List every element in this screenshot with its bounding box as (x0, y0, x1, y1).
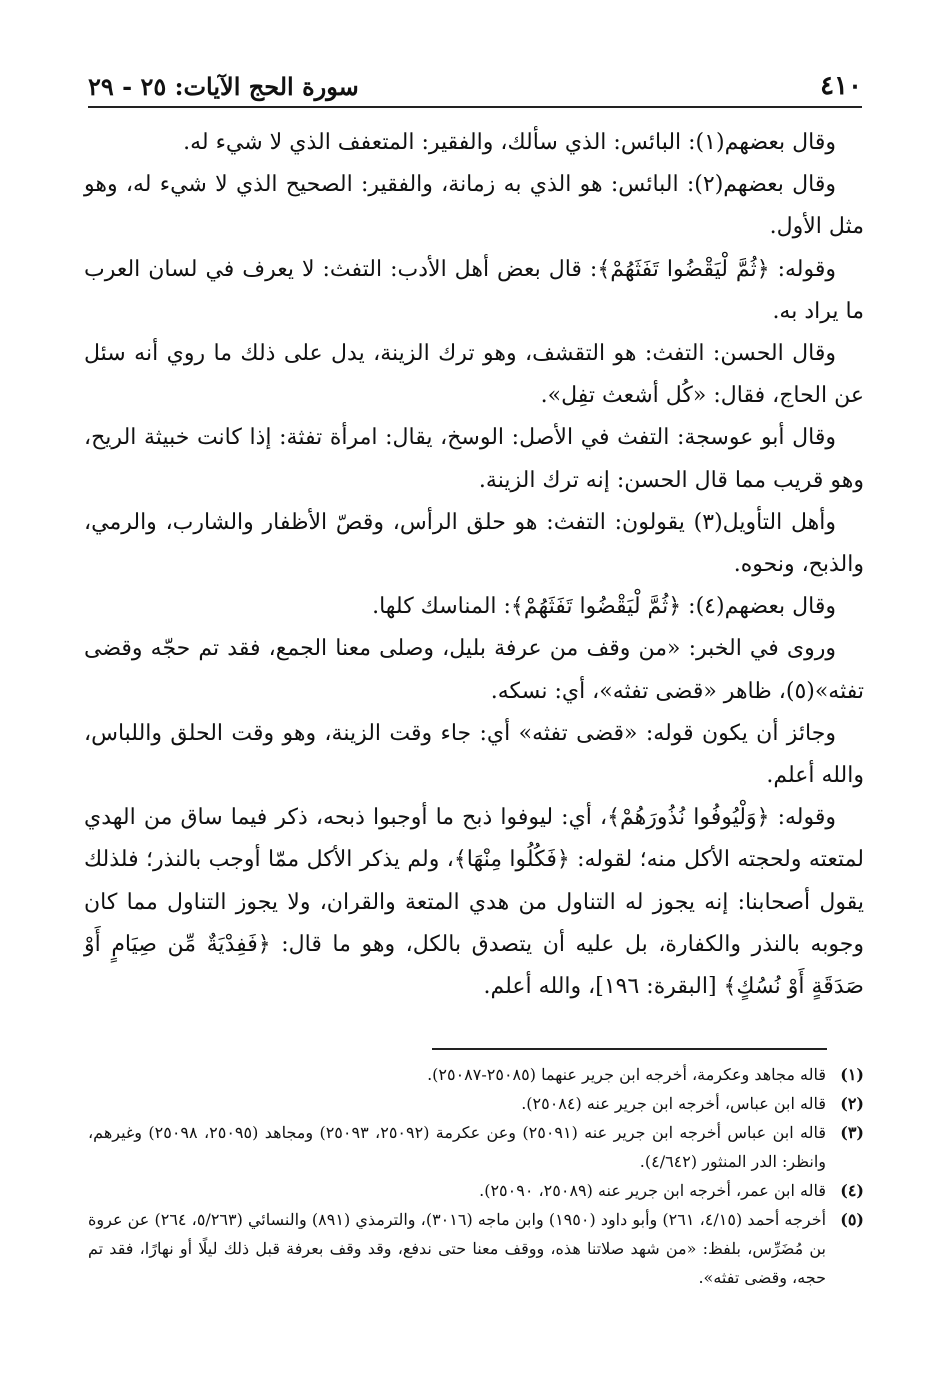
paragraph: وقال بعضهم(٤): ﴿ثُمَّ لْيَقْضُوا تَفَثَهُمْ﴾: المناسك كلها. (372, 594, 836, 620)
footnote-number: (٥) (840, 1210, 864, 1229)
paragraph: وجائز أن يكون قوله: «قضى تفثه» أي: جاء وقت الزينة، وهو وقت الحلق واللباس، والله أعلم. (84, 720, 864, 789)
footnote-number: (١) (840, 1065, 864, 1084)
footnote-text: أخرجه أحمد (٤/١٥، ٢٦١) وأبو داود (١٩٥٠) وابن ماجه (٣٠١٦)، والترمذي (٨٩١) والنسائي (٥/٢٦٣، ٢٦٤) عن عروة بن مُضَرِّس، بلفظ: «من شهد صلاتنا هذه، ووقف معنا حتى ندفع، وقد وقف بعرفة قبل ذلك ليلًا أو نهارًا، فقد تم حجه، وقضى تفثه». (88, 1210, 827, 1287)
paragraph: وقوله: ﴿وَلْيُوفُوا نُذُورَهُمْ﴾، أي: ليوفوا ذبح ما أوجبوا ذبحه، ذكر فيما ساق من الهدي لمتعته ولحجته الأكل منه؛ لقوله: ﴿فَكُلُوا مِنْهَا﴾، ولم يذكر الأكل ممّا أوجب بالنذر؛ فلذلك يقول أصحابنا: إنه يجوز له التناول من هدي المتعة والقران، ولا يجوز التناول مما كان وجوبه بالنذر والكفارة، بل عليه أن يتصدق بالكل، وهو ما قال: ﴿فَفِدْيَةٌ مِّن صِيَامٍ أَوْ صَدَقَةٍ أَوْ نُسُكٍ﴾ [البقرة: ١٩٦]، والله أعلم. (84, 805, 864, 1000)
footnote-number: (٣) (840, 1123, 864, 1142)
paragraph: وقال الحسن: التفث: هو التقشف، وهو ترك الزينة، يدل على ذلك ما روي أنه سئل عن الحاج، فقال: «كُل أشعث تفِل». (84, 341, 864, 409)
main-text (84, 122, 864, 1008)
footnote-number: (٤) (840, 1181, 864, 1200)
footnote (88, 1118, 864, 1176)
footnote (88, 1060, 864, 1089)
footnote-text: قاله مجاهد وعكرمة، أخرجه ابن جرير عنهما (٢٥٠٨٥-٢٥٠٨٧). (427, 1065, 826, 1084)
footnote-number: (٢) (840, 1094, 864, 1113)
page-number: ٤١٠ (820, 71, 862, 101)
paragraph: وأهل التأويل(٣) يقولون: التفث: هو حلق الرأس، وقصّ الأظفار والشارب، والرمي، والذبح، ونحوه. (84, 509, 864, 578)
paragraph: وقال بعضهم(١): البائس: الذي سألك، والفقير: المتعفف الذي لا شيء له. (183, 130, 836, 155)
paragraph: وقوله: ﴿ثُمَّ لْيَقْضُوا تَفَثَهُمْ﴾: قال بعض أهل الأدب: التفث: لا يعرف في لسان العرب ما يراد به. (84, 256, 864, 324)
paragraph: وروى في الخبر: «من وقف من عرفة بليل، وصلى معنا الجمع، فقد تم حجّه وقضى تفثه»(٥)، ظاهر «قضى تفثه»، أي: نسكه. (84, 636, 864, 704)
footnotes (88, 1060, 864, 1292)
footnote (88, 1205, 864, 1292)
footnote (88, 1176, 864, 1205)
paragraph: وقال بعضهم(٢): البائس: هو الذي به زمانة، والفقير: الصحيح الذي لا شيء له، وهو مثل الأول. (84, 172, 864, 240)
footnote-text: قاله ابن عباس أخرجه ابن جرير عنه (٢٥٠٩١) وعن عكرمة (٢٥٠٩٢، ٢٥٠٩٣) ومجاهد (٢٥٠٩٥، ٢٥٠٩٨) وغيرهم، وانظر: الدر المنثور (٤/٦٤٢). (88, 1123, 827, 1171)
paragraph: وقال أبو عوسجة: التفث في الأصل: الوسخ، يقال: امرأة تفثة: إذا كانت خبيثة الريح، وهو قريب مما قال الحسن: إنه ترك الزينة. (84, 425, 864, 493)
footnote-divider (432, 1048, 827, 1050)
footnote-text: قاله ابن عباس، أخرجه ابن جرير عنه (٢٥٠٨٤). (521, 1094, 826, 1113)
page-header (88, 66, 862, 108)
footnote (88, 1089, 864, 1118)
surah-title: سورة الحج الآيات: ٢٥ - ٢٩ (88, 71, 359, 101)
footnote-text: قاله ابن عمر، أخرجه ابن جرير عنه (٢٥٠٨٩، ٢٥٠٩٠). (479, 1181, 826, 1200)
